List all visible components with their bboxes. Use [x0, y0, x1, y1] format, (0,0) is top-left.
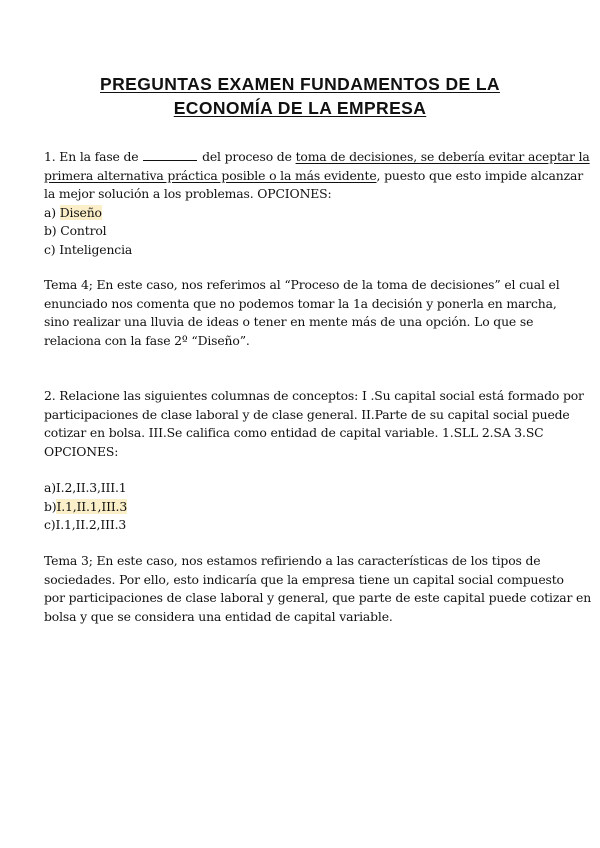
- question-1-line-2: [44, 167, 583, 186]
- fill-in-blank: [143, 149, 197, 161]
- question-2-line: OPCIONES:: [44, 443, 119, 459]
- option-letter: b): [44, 223, 57, 239]
- question-1-prefix: 1. En la fase de: [44, 149, 139, 164]
- explanation-line: bolsa y que se considera una entidad de capital variable.: [44, 608, 393, 624]
- explanation-line: sino realizar una lluvia de ideas o tener en mente más de una opción. Lo que se: [44, 314, 534, 330]
- question-2-line: cotizar en bolsa. III.Se califica como entidad de capital variable. 1.SLL 2.SA 3.SC: [44, 425, 544, 441]
- question-2-option-b: [44, 498, 564, 517]
- question-2-options: [44, 479, 564, 535]
- option-letter: a): [44, 480, 56, 495]
- document-title-line-1: PREGUNTAS EXAMEN FUNDAMENTOS DE LA: [100, 74, 500, 94]
- explanation-line: enunciado nos comenta que no podemos tomar la 1a decisión y ponerla en marcha,: [44, 295, 557, 311]
- option-letter: a): [44, 204, 56, 220]
- document-title-line-2: ECONOMÍA DE LA EMPRESA: [173, 98, 427, 118]
- question-1-explanation: [44, 276, 564, 350]
- question-2: [44, 387, 584, 461]
- option-letter: b): [44, 498, 57, 514]
- question-1-line-2-rest: , puesto que esto impide alcanzar: [376, 167, 583, 183]
- question-1-underlined-1: toma de decisiones, se debería evitar aceptar la: [295, 149, 590, 164]
- question-1-option-a: [44, 204, 564, 223]
- explanation-line: por participaciones de clase laboral y general, que parte de este capital puede cotizar en: [44, 590, 592, 606]
- option-text-highlighted: Diseño: [59, 204, 102, 220]
- question-2-option-a: [44, 479, 564, 498]
- question-1-line-3: la mejor solución a los problemas. OPCIONES:: [44, 186, 332, 202]
- explanation-line: relaciona con la fase 2º “Diseño”.: [44, 332, 250, 348]
- explanation-line: Tema 4; En este caso, nos referimos al “Proceso de la toma de decisiones” el cual el: [44, 277, 560, 292]
- question-1-line-1: [44, 148, 590, 167]
- option-text: Inteligencia: [59, 241, 133, 257]
- option-letter: c): [44, 241, 56, 257]
- question-2-line: participaciones de clase laboral y de clase general. II.Parte de su capital social puede: [44, 406, 570, 422]
- question-1: [44, 148, 590, 260]
- question-1-option-c: [44, 241, 564, 260]
- option-text: I.1,II.2,III.3: [55, 517, 127, 533]
- explanation-line: sociedades. Por ello, esto indicaría que la empresa tiene un capital social compuesto: [44, 571, 564, 587]
- option-letter: c): [44, 517, 56, 533]
- question-2-line: 2. Relacione las siguientes columnas de conceptos: I .Su capital social está formado por: [44, 388, 584, 403]
- question-1-after-blank: del proceso de: [202, 149, 292, 164]
- option-text-highlighted: I.1,II.1,III.3: [56, 498, 128, 514]
- question-1-underlined-2: primera alternativa práctica posible o la más evidente: [44, 167, 377, 183]
- question-2-option-c: [44, 516, 564, 535]
- explanation-line: Tema 3; En este caso, nos estamos refiriendo a las características de los tipos de: [44, 553, 541, 568]
- option-text: Control: [60, 223, 107, 239]
- question-2-explanation: [44, 552, 592, 626]
- question-1-option-b: [44, 222, 564, 241]
- option-text: I.2,II.3,III.1: [55, 480, 127, 495]
